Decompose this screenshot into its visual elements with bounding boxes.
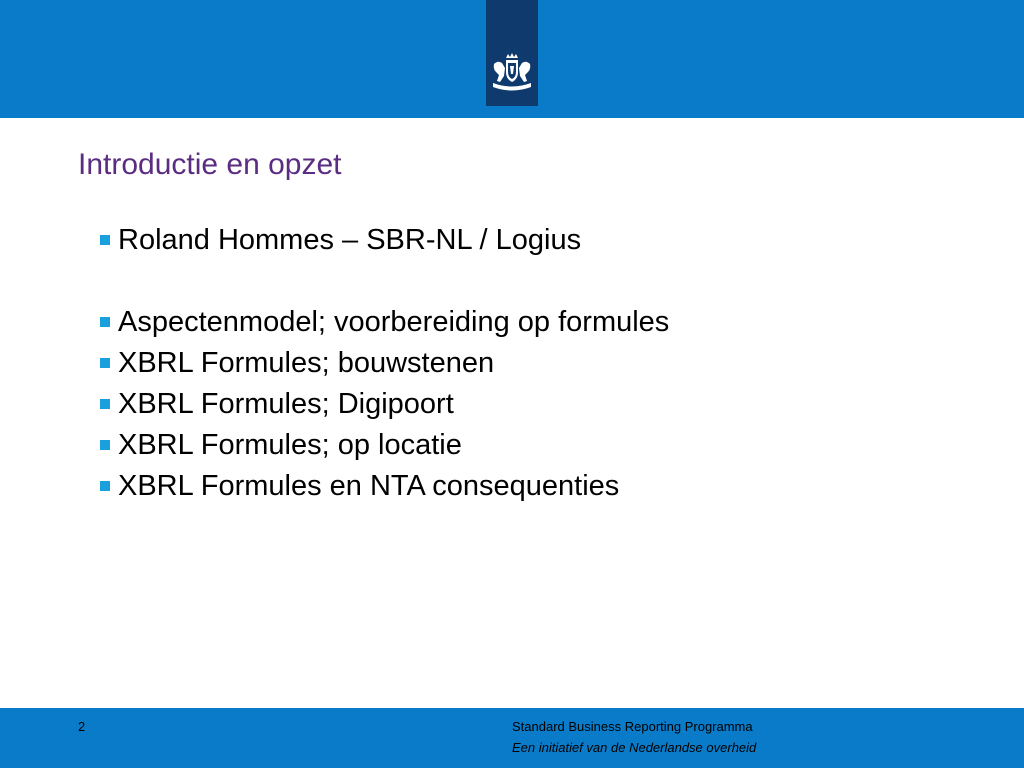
square-bullet-icon xyxy=(100,481,110,491)
footer-program-name: Standard Business Reporting Programma xyxy=(512,719,753,734)
bullet-list xyxy=(98,220,669,507)
bullet-item xyxy=(98,302,669,343)
square-bullet-icon xyxy=(100,358,110,368)
bullet-text: XBRL Formules en NTA consequenties xyxy=(118,470,620,502)
bullet-item xyxy=(98,343,669,384)
bullet-text: XBRL Formules; op locatie xyxy=(118,429,462,461)
slide-title: Introductie en opzet xyxy=(78,148,342,181)
square-bullet-icon xyxy=(100,317,110,327)
square-bullet-icon xyxy=(100,440,110,450)
page-number: 2 xyxy=(78,719,86,734)
government-logo xyxy=(486,0,538,106)
bullet-item xyxy=(98,384,669,425)
bullet-text: XBRL Formules; Digipoort xyxy=(118,388,454,420)
bullet-text: Roland Hommes – SBR-NL / Logius xyxy=(118,224,582,256)
coat-of-arms-icon xyxy=(488,52,536,92)
footer-tagline: Een initiatief van de Nederlandse overheid xyxy=(512,740,757,755)
square-bullet-icon xyxy=(100,399,110,409)
square-bullet-icon xyxy=(100,235,110,245)
bullet-item xyxy=(98,425,669,466)
bullet-item xyxy=(98,220,669,261)
bullet-text: XBRL Formules; bouwstenen xyxy=(118,347,495,379)
footer-band xyxy=(0,708,1024,768)
bullet-item xyxy=(98,466,669,507)
bullet-text: Aspectenmodel; voorbereiding op formules xyxy=(118,306,670,338)
